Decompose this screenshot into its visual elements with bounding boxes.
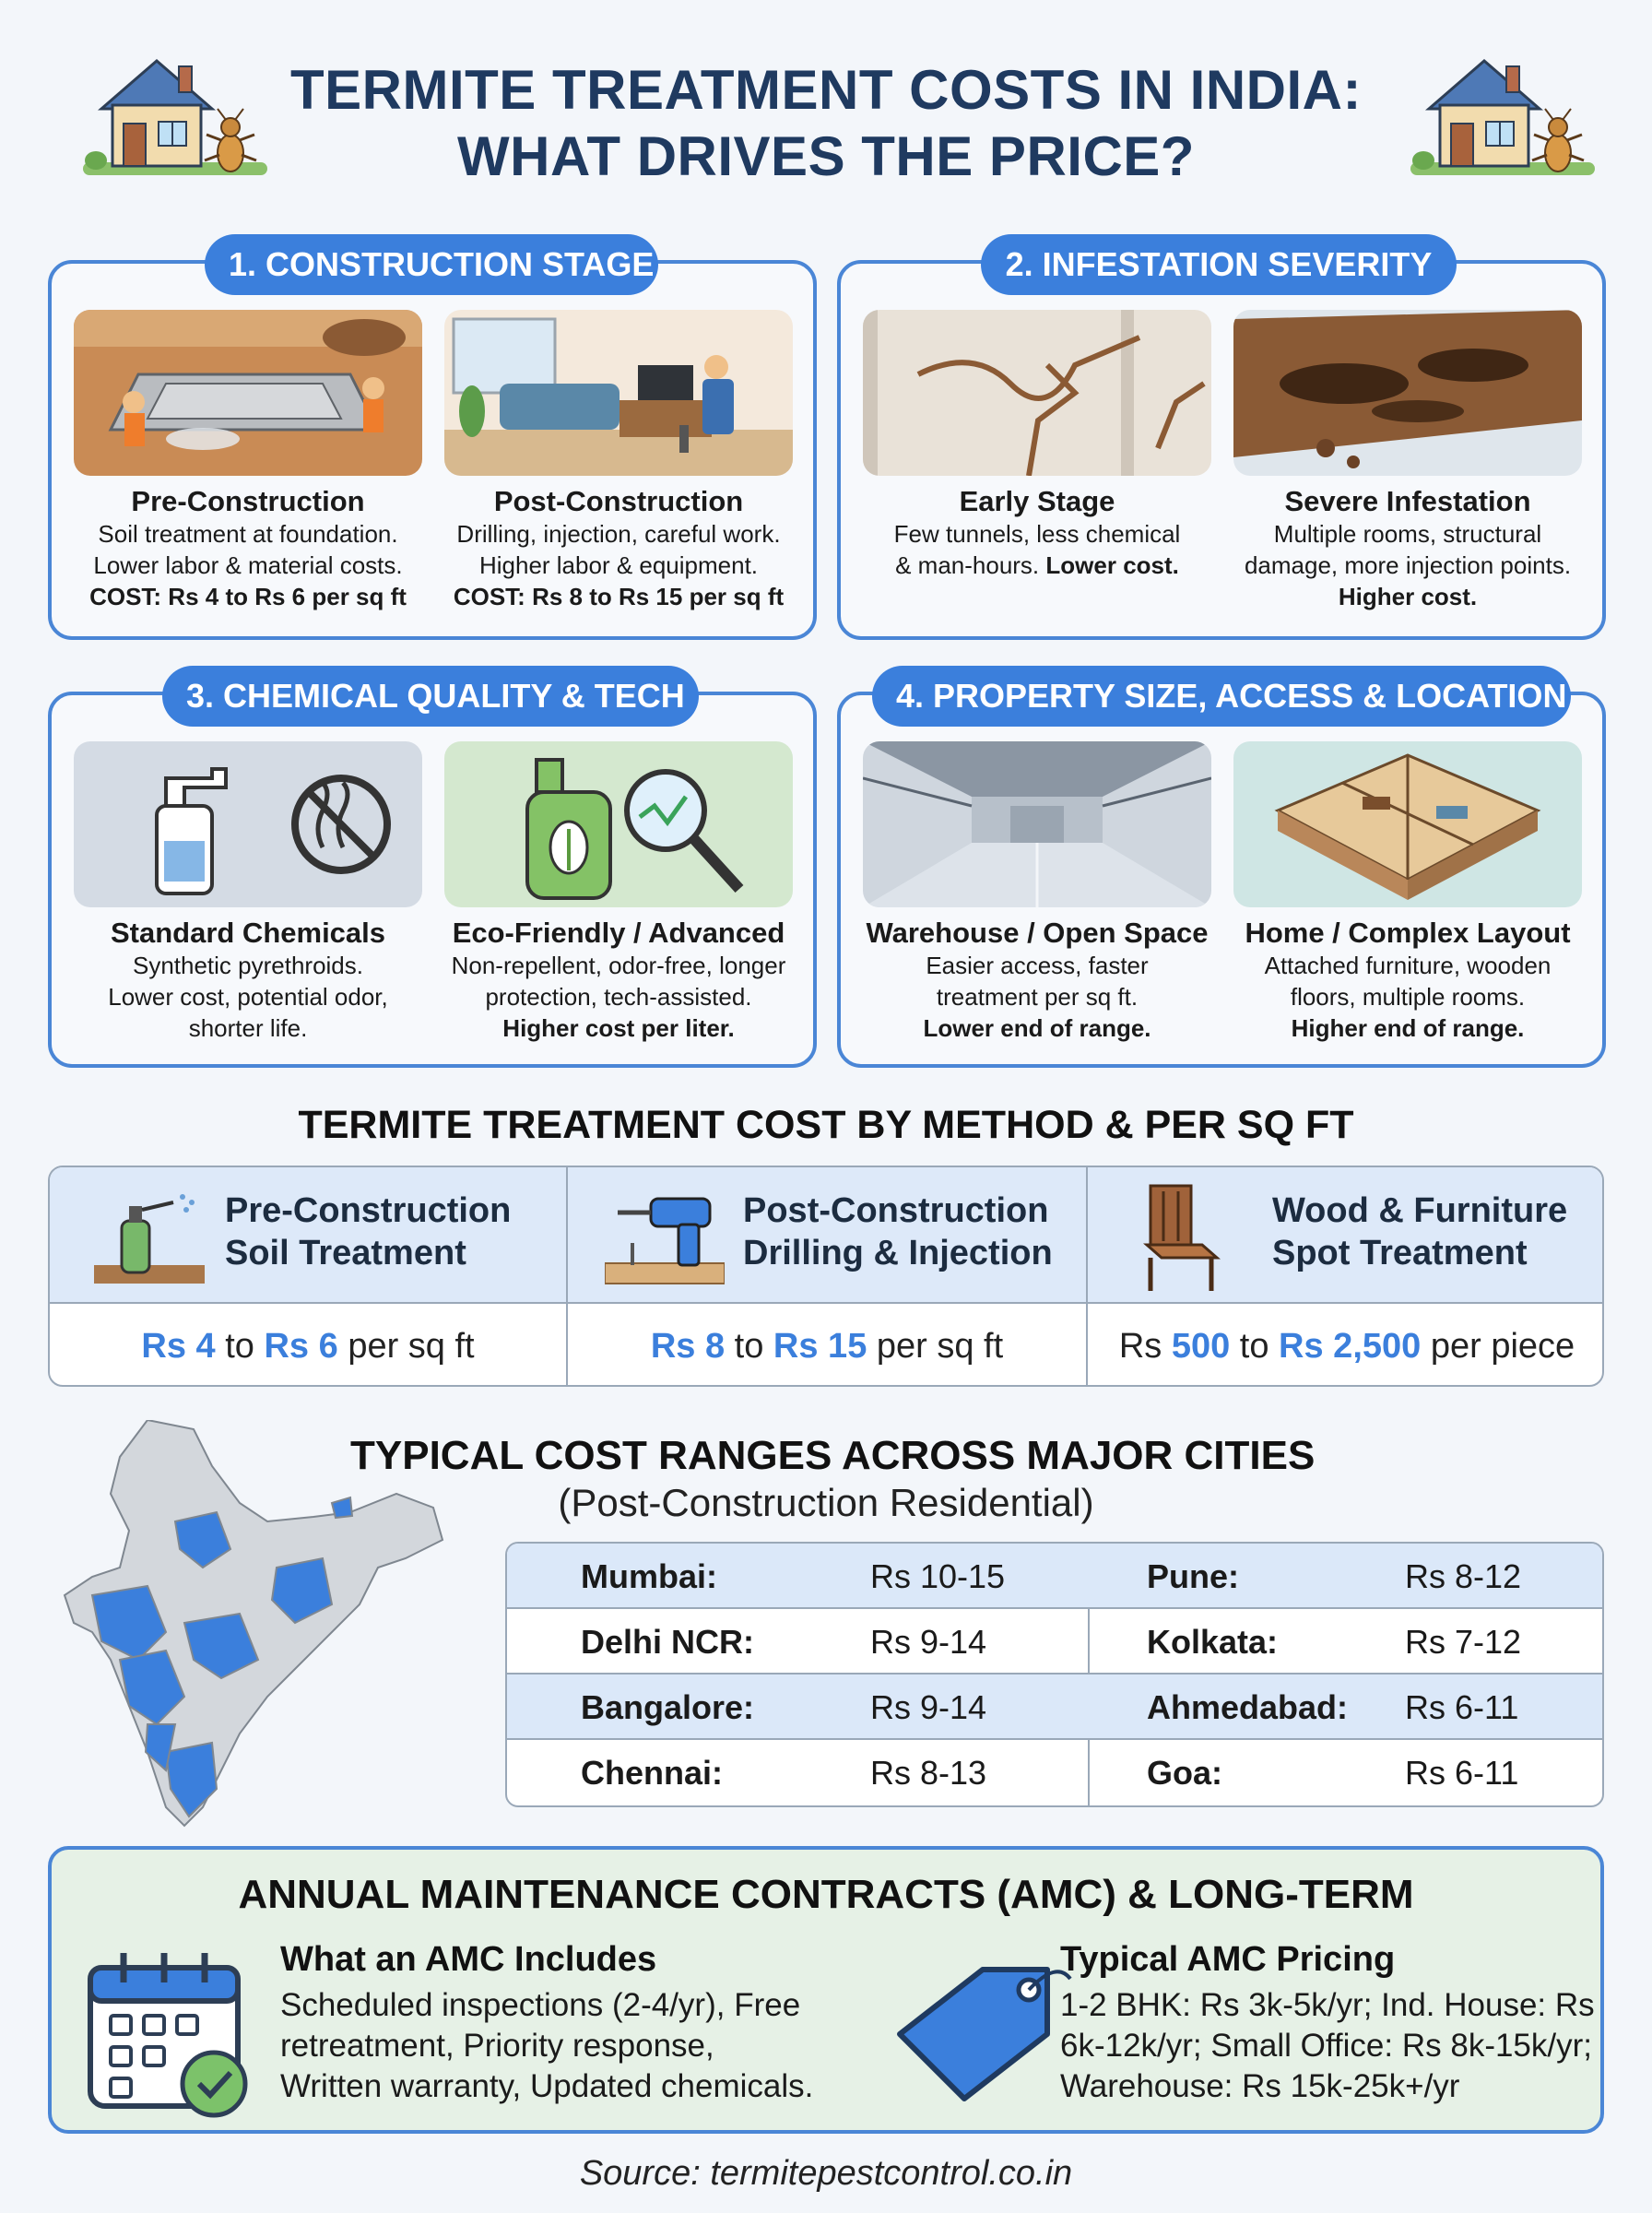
amc-pricing-title: Typical AMC Pricing <box>1060 1940 1396 1979</box>
card-line: & man-hours. <box>895 551 1040 579</box>
amc-pricing-line: 6k-12k/yr; Small Office: Rs 8k-15k/yr; <box>1060 2028 1593 2064</box>
card-cost: Higher end of range. <box>1291 1014 1525 1042</box>
card-line: Multiple rooms, structural <box>1273 520 1542 548</box>
home-complex-illustration <box>1233 741 1582 907</box>
warehouse-illustration <box>863 741 1211 907</box>
card-line: Attached furniture, wooden <box>1264 952 1552 979</box>
card-line: Easier access, faster <box>926 952 1149 979</box>
card-title: Home / Complex Layout <box>1245 917 1571 949</box>
sprayer-icon <box>94 1188 205 1289</box>
method-column: Post-Construction Drilling & Injection Rs 8 to Rs 15 per sq ft <box>568 1167 1088 1387</box>
city-cost-table <box>505 1542 1604 1807</box>
amc-includes-line: Written warranty, Updated chemicals. <box>280 2068 814 2104</box>
factor-panel-construction-stage <box>48 260 817 640</box>
drill-icon <box>605 1188 725 1289</box>
amc-includes-line: retreatment, Priority response, <box>280 2028 714 2064</box>
card-line: Synthetic pyrethroids. <box>132 952 363 979</box>
card-line: treatment per sq ft. <box>936 983 1139 1011</box>
amc-includes-line: Scheduled inspections (2-4/yr), Free <box>280 1987 801 2023</box>
cities-subheading: (Post-Construction Residential) <box>558 1481 1094 1524</box>
card-line: floors, multiple rooms. <box>1290 983 1526 1011</box>
standard-chemicals-illustration <box>74 741 422 907</box>
card-title: Post-Construction <box>493 485 744 517</box>
card-cost: COST: Rs 8 to Rs 15 per sq ft <box>453 583 785 610</box>
card-title: Eco-Friendly / Advanced <box>452 917 785 949</box>
eco-friendly-illustration <box>444 741 793 907</box>
factor-panel-chemical-quality <box>48 692 817 1068</box>
source-credit: Source: termitepestcontrol.co.in <box>579 2154 1073 2193</box>
severe-infestation-illustration <box>1233 310 1582 476</box>
factor-label: 1. CONSTRUCTION STAGE <box>205 234 658 295</box>
card-line: shorter life. <box>188 1014 308 1042</box>
amc-heading: ANNUAL MAINTENANCE CONTRACTS (AMC) & LONG-TERM <box>238 1872 1414 1917</box>
amc-pricing-line: 1-2 BHK: Rs 3k-5k/yr; Ind. House: Rs <box>1060 1987 1595 2023</box>
factor-card-pre-construction <box>74 310 422 612</box>
card-line: Few tunnels, less chemical <box>893 520 1181 548</box>
methods-table <box>48 1166 1604 1387</box>
factor-card-eco-friendly <box>444 741 793 1044</box>
card-line: Lower cost, potential odor, <box>108 983 388 1011</box>
card-cost: Higher cost. <box>1338 583 1478 610</box>
factor-panel-infestation-severity <box>837 260 1606 640</box>
table-row: Bangalore: Rs 9-14 Ahmedabad: Rs 6-11 <box>507 1675 1602 1740</box>
factor-label: 2. INFESTATION SEVERITY <box>981 234 1457 295</box>
factor-label: 3. CHEMICAL QUALITY & TECH <box>162 666 699 727</box>
table-row: Chennai: Rs 8-13 Goa: Rs 6-11 <box>581 1754 1519 1792</box>
card-title: Standard Chemicals <box>110 917 386 949</box>
calendar-icon <box>83 1946 258 2121</box>
method-price: Rs 500 to Rs 2,500 per piece <box>1118 1327 1575 1366</box>
method-price: Rs 4 to Rs 6 per sq ft <box>141 1327 475 1366</box>
card-cost: Lower end of range. <box>923 1014 1151 1042</box>
factor-card-early-stage <box>863 310 1211 581</box>
factor-card-standard-chemicals <box>74 741 422 1044</box>
chair-icon <box>1138 1180 1230 1295</box>
card-line: Soil treatment at foundation. <box>98 520 398 548</box>
card-line: Higher labor & equipment. <box>478 551 759 579</box>
table-row: Delhi NCR: Rs 9-14 Kolkata: Rs 7-12 <box>507 1609 1602 1675</box>
factor-card-severe-infestation <box>1233 310 1582 612</box>
card-line: Drilling, injection, careful work. <box>456 520 781 548</box>
card-line: damage, more injection points. <box>1244 551 1572 579</box>
methods-heading: TERMITE TREATMENT COST BY METHOD & PER SQ FT <box>298 1103 1354 1147</box>
card-cost: Lower cost. <box>1045 551 1179 579</box>
amc-panel <box>48 1846 1604 2134</box>
page-title: TERMITE TREATMENT COSTS IN INDIA: WHAT DRIVES THE PRICE? <box>289 59 1362 187</box>
factor-label: 4. PROPERTY SIZE, ACCESS & LOCATION <box>872 666 1571 727</box>
card-line: protection, tech-assisted. <box>485 983 752 1011</box>
method-column: Wood & Furniture Spot Treatment Rs 500 to Rs 2,500 per piece <box>1088 1167 1604 1387</box>
post-construction-illustration <box>444 310 793 476</box>
price-tag-icon <box>881 1951 1075 2108</box>
amc-pricing-line: Warehouse: Rs 15k-25k+/yr <box>1060 2068 1460 2104</box>
method-price: Rs 8 to Rs 15 per sq ft <box>650 1327 1004 1366</box>
factor-card-post-construction <box>444 310 793 612</box>
house-termite-icon <box>1410 52 1595 190</box>
pre-construction-illustration <box>74 310 422 476</box>
card-title: Early Stage <box>959 485 1115 517</box>
early-stage-illustration <box>863 310 1211 476</box>
amc-includes-title: What an AMC Includes <box>280 1940 657 1979</box>
card-title: Severe Infestation <box>1284 485 1531 517</box>
cities-heading: TYPICAL COST RANGES ACROSS MAJOR CITIES <box>350 1433 1316 1478</box>
table-row: Mumbai: Rs 10-15 Pune: Rs 8-12 <box>507 1544 1602 1609</box>
factor-panel-property-size <box>837 692 1606 1068</box>
card-line: Non-repellent, odor-free, longer <box>451 952 786 979</box>
card-line: Lower labor & material costs. <box>93 551 403 579</box>
card-cost: COST: Rs 4 to Rs 6 per sq ft <box>89 583 407 610</box>
card-title: Pre-Construction <box>131 485 365 517</box>
factor-card-home-complex <box>1233 741 1582 1044</box>
card-cost: Higher cost per liter. <box>502 1014 735 1042</box>
method-column: Pre-Construction Soil Treatment Rs 4 to Rs 6 per sq ft <box>50 1167 568 1387</box>
factor-card-warehouse <box>863 741 1211 1044</box>
card-title: Warehouse / Open Space <box>866 917 1209 949</box>
